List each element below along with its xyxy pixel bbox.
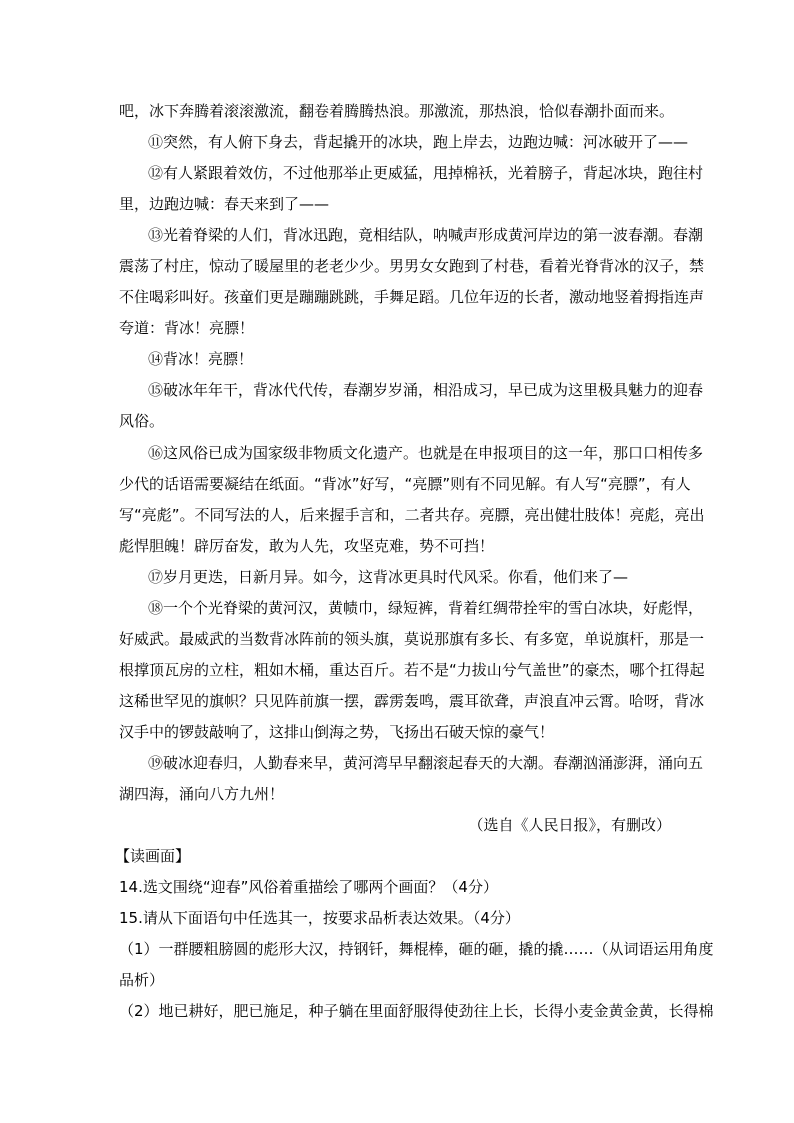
- text-line: ⑬光着脊梁的人们，背冰迅跑，竟相结队，呐喊声形成黄河岸边的第一波春潮。春潮: [148, 226, 704, 245]
- text-line: 写“亮彪”。不同写法的人，后来握手言和，二者共存。亮膘，亮出健壮肢体！亮彪，亮出: [119, 505, 705, 524]
- text-line: 根撑顶瓦房的立柱，粗如木桶，重达百斤。若不是“力拔山兮气盖世”的豪杰，哪个扛得起: [119, 660, 705, 679]
- text-line: 湖四海，涌向八方九州！: [119, 785, 285, 804]
- text-line: ⑪突然，有人俯下身去，背起撬开的冰块，跑上岸去，边跑边喊：河冰破开了——: [148, 133, 689, 152]
- text-line: ⑮破冰年年干，背冰代代传，春潮岁岁涌，相沿成习，早已成为这里极具魅力的迎春: [148, 381, 704, 400]
- text-line: 14.选文围绕“迎春”风俗着重描绘了哪两个画面？（4分）: [119, 878, 498, 897]
- text-line: （2）地已耕好，肥已施足，种子躺在里面舒服得使劲往上长，长得小麦金黄金黄，长得棉: [119, 1002, 714, 1021]
- section-heading: 【读画面】: [115, 847, 191, 866]
- text-line: 好威武。最威武的当数背冰阵前的领头旗，莫说那旗有多长、有多宽，单说旗杆，那是一: [119, 629, 705, 648]
- text-line: ⑰岁月更迭，日新月异。如今，这背冰更具时代风采。你看，他们来了—: [148, 567, 629, 586]
- text-line: 夸道：背冰！亮膘！: [119, 319, 255, 338]
- text-line: 震荡了村庄，惊动了暖屋里的老老少少。男男女女跑到了村巷，看着光脊背冰的汉子，禁: [119, 257, 705, 276]
- text-line: ⑫有人紧跟着效仿，不过他那举止更威猛，甩掉棉袄，光着膀子，背起冰块，跑往村: [148, 164, 704, 183]
- text-line: ⑲破冰迎春归，人勤春来早，黄河湾早早翻滚起春天的大潮。春潮汹涌澎湃，涌向五: [148, 753, 704, 772]
- text-line: ⑱一个个光脊梁的黄河汉，黄帻巾，绿短裤，背着红绸带拴牢的雪白冰块，好彪悍，: [148, 598, 704, 617]
- text-line: 品析）: [119, 971, 165, 990]
- text-line: ⑭背冰！亮膘！: [148, 350, 254, 369]
- document-page: [115, 101, 714, 1032]
- source-citation: （选自《人民日报》，有删改）: [468, 816, 671, 835]
- text-line: 吧，冰下奔腾着滚滚激流，翻卷着腾腾热浪。那激流，那热浪，恰似春潮扑面而来。: [119, 102, 675, 120]
- text-line: （1）一群腰粗膀圆的彪形大汉，持钢钎，舞棍棒，砸的砸，撬的撬……（从词语运用角度: [119, 940, 714, 959]
- text-line: 汉手中的锣鼓敲响了，这排山倒海之势，飞扬出石破天惊的豪气！: [119, 722, 555, 741]
- text-line: 里，边跑边喊：春天来到了——: [119, 195, 330, 214]
- text-line: 这稀世罕见的旗帜？只见阵前旗一摆，霹雳轰鸣，震耳欲聋，声浪直冲云霄。哈呀，背冰: [119, 691, 705, 710]
- text-line: 彪悍胆魄！辟厉奋发，敢为人先，攻坚克难，势不可挡！: [119, 536, 495, 555]
- text-line: 15.请从下面语句中任选其一，按要求品析表达效果。（4分）: [119, 909, 520, 928]
- text-line: 风俗。: [119, 412, 165, 431]
- text-line: 少代的话语需要凝结在纸面。“背冰”好写，“亮膘”则有不同见解。有人写“亮膘”，有人: [119, 474, 691, 493]
- text-line: 不住喝彩叫好。孩童们更是蹦蹦跳跳，手舞足蹈。几位年迈的长者，激动地竖着拇指连声: [119, 288, 705, 307]
- text-line: ⑯这风俗已成为国家级非物质文化遗产。也就是在申报项目的这一年，那口口相传多: [148, 443, 704, 462]
